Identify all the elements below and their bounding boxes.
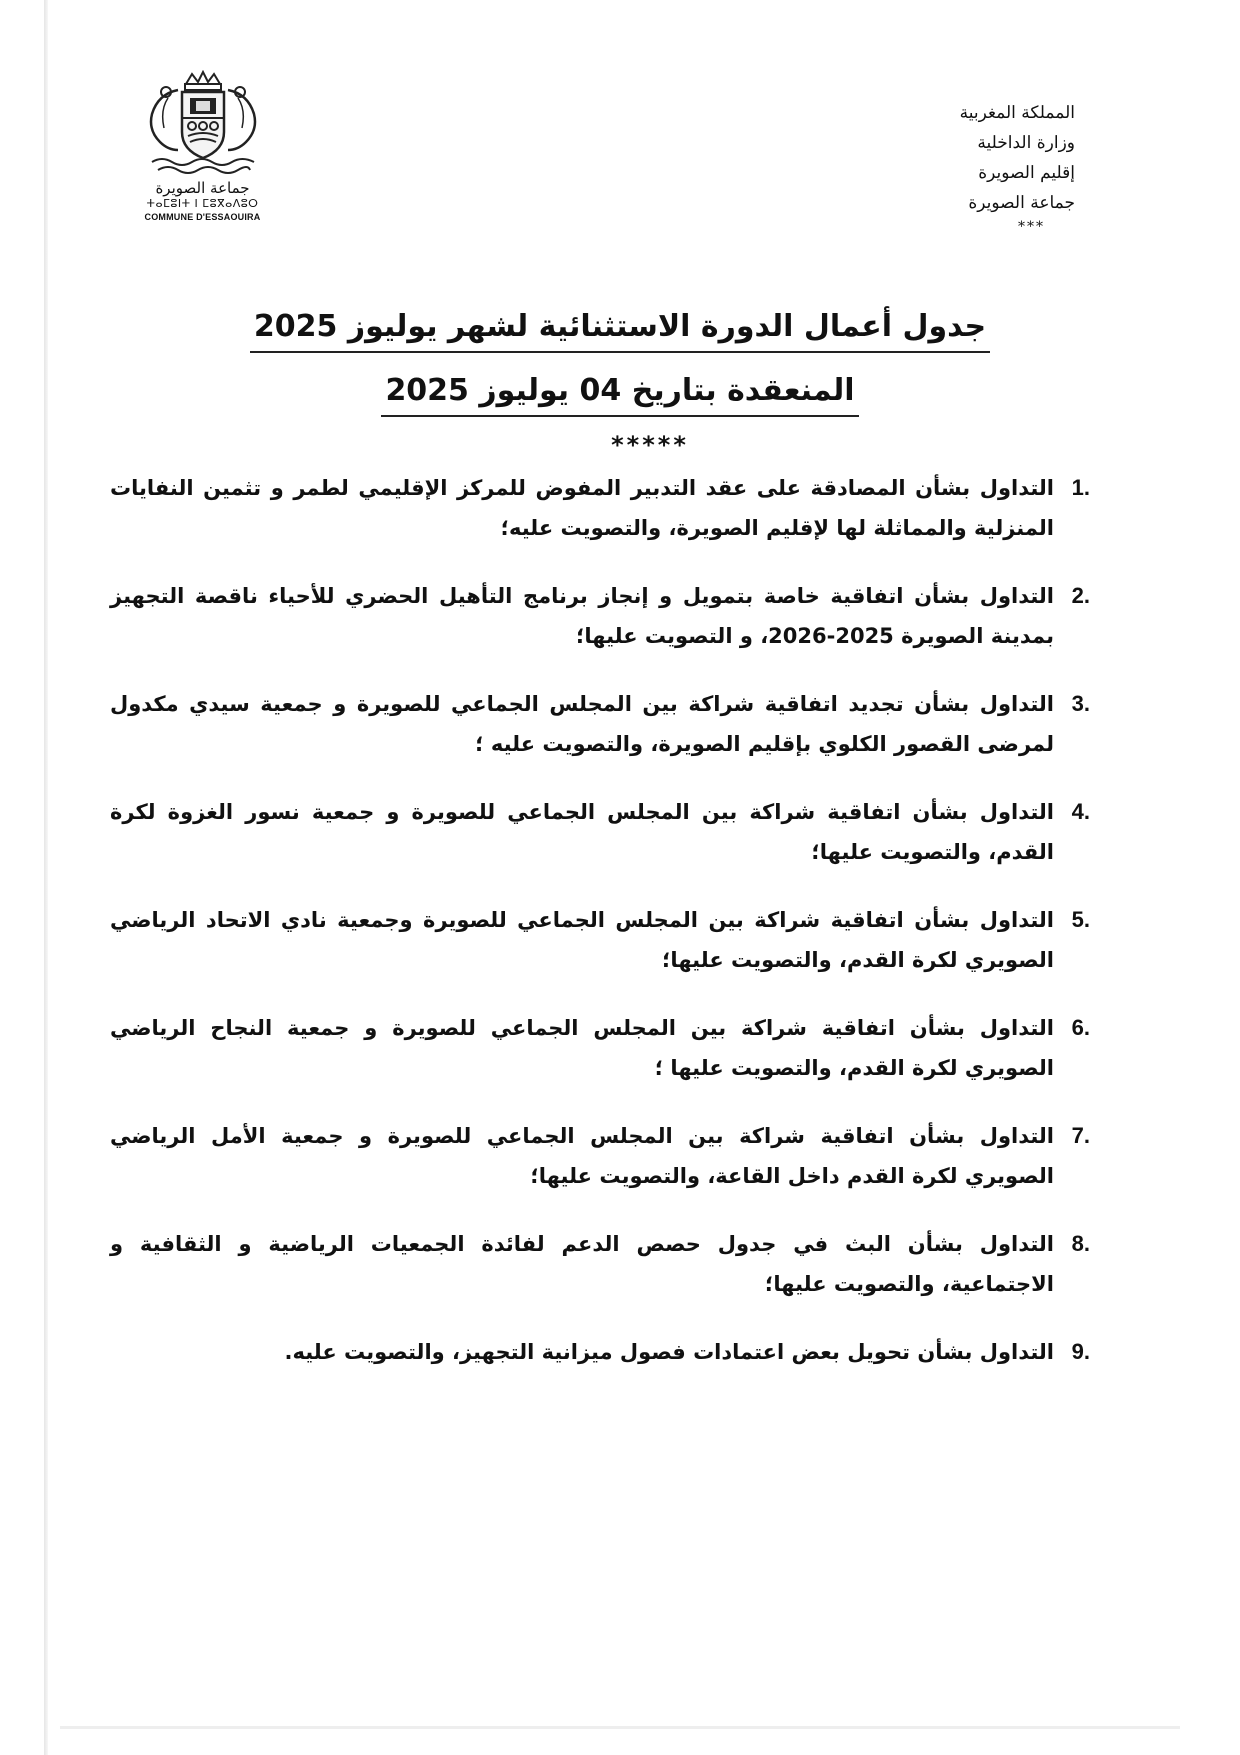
agenda-item: [110, 900, 1090, 980]
agenda-item: [110, 576, 1090, 656]
agenda-item: [110, 792, 1090, 872]
agenda-item-text: التداول بشأن اتفاقية خاصة بتمويل و إنجاز برنامج التأهيل الحضري للأحياء ناقصة التجهيز بمدينة الصويرة 2025-2026، و التصويت عليها؛: [110, 584, 1054, 648]
agenda-item-number: 3.: [1071, 691, 1090, 716]
agenda-item-text: التداول بشأن اتفاقية شراكة بين المجلس الجماعي للصويرة و جمعية الأمل الرياضي الصويري لكرة القدم داخل القاعة، والتصويت عليها؛: [110, 1124, 1054, 1188]
commune-logo: [130, 70, 275, 223]
agenda-item-number: 1.: [1071, 475, 1090, 500]
agenda-item-text: التداول بشأن اتفاقية شراكة بين المجلس الجماعي للصويرة وجمعية نادي الاتحاد الرياضي الصويري لكرة القدم، والتصويت عليها؛: [110, 908, 1054, 972]
agenda-item: [110, 468, 1090, 548]
header-province: إقليم الصويرة: [978, 163, 1075, 183]
title-line-1: جدول أعمال الدورة الاستثنائية لشهر يوليوز 2025: [250, 305, 990, 353]
agenda-item-number: 7.: [1071, 1123, 1090, 1148]
agenda-item: [110, 1332, 1090, 1372]
agenda-item-number: 6.: [1071, 1015, 1090, 1040]
agenda-item-number: 9.: [1071, 1339, 1090, 1364]
agenda-item: [110, 1224, 1090, 1304]
agenda-item-text: التداول بشأن تجديد اتفاقية شراكة بين المجلس الجماعي للصويرة و جمعية سيدي مكدول لمرضى القصور الكلوي بإقليم الصويرة، والتصويت عليه ؛: [110, 692, 1054, 756]
agenda-item-number: 2.: [1071, 583, 1090, 608]
agenda-item-text: التداول بشأن اتفاقية شراكة بين المجلس الجماعي للصويرة و جمعية نسور الغزوة لكرة القدم، والتصويت عليها؛: [110, 800, 1054, 864]
logo-arabic-name: جماعة الصويرة: [155, 179, 250, 197]
scan-bottom-edge: [60, 1726, 1180, 1729]
document-title: [0, 305, 1240, 459]
agenda-item-text: التداول بشأن اتفاقية شراكة بين المجلس الجماعي للصويرة و جمعية النجاح الرياضي الصويري لكرة القدم، والتصويت عليها ؛: [110, 1016, 1054, 1080]
header-ministry: وزارة الداخلية: [977, 133, 1075, 153]
header-commune: جماعة الصويرة: [968, 193, 1075, 213]
agenda-list: [110, 468, 1090, 1400]
agenda-item-number: 8.: [1071, 1231, 1090, 1256]
agenda-item: [110, 1008, 1090, 1088]
agenda-item: [110, 1116, 1090, 1196]
scan-edge: [44, 0, 48, 1755]
agenda-item-text: التداول بشأن البث في جدول حصص الدعم لفائدة الجمعيات الرياضية و الثقافية و الاجتماعية، والتصويت عليها؛: [110, 1232, 1054, 1296]
administrative-header: [835, 98, 1075, 236]
logo-french-name: COMMUNE D'ESSAOUIRA: [144, 212, 261, 222]
agenda-item-number: 5.: [1071, 907, 1090, 932]
logo-tifinagh-name: ⵜⴰⵎⵓⵏⵜ ⵏ ⵎⵓⴳⴰⴷⵓⵔ: [146, 197, 259, 210]
agenda-item-text: التداول بشأن المصادقة على عقد التدبير المفوض للمركز الإقليمي لطمر و تثمين النفايات المنزلية والمماثلة لها لإقليم الصويرة، والتصويت عليه؛: [110, 476, 1054, 540]
agenda-item-number: 4.: [1071, 799, 1090, 824]
title-stars: *****: [611, 431, 689, 459]
agenda-item: [110, 684, 1090, 764]
title-line-2: المنعقدة بتاريخ 04 يوليوز 2025: [381, 369, 858, 417]
header-stars: ***: [1018, 219, 1045, 235]
agenda-item-text: التداول بشأن تحويل بعض اعتمادات فصول ميزانية التجهيز، والتصويت عليه.: [284, 1340, 1054, 1364]
header-kingdom: المملكة المغربية: [959, 103, 1075, 123]
coat-of-arms-icon: [138, 70, 268, 178]
